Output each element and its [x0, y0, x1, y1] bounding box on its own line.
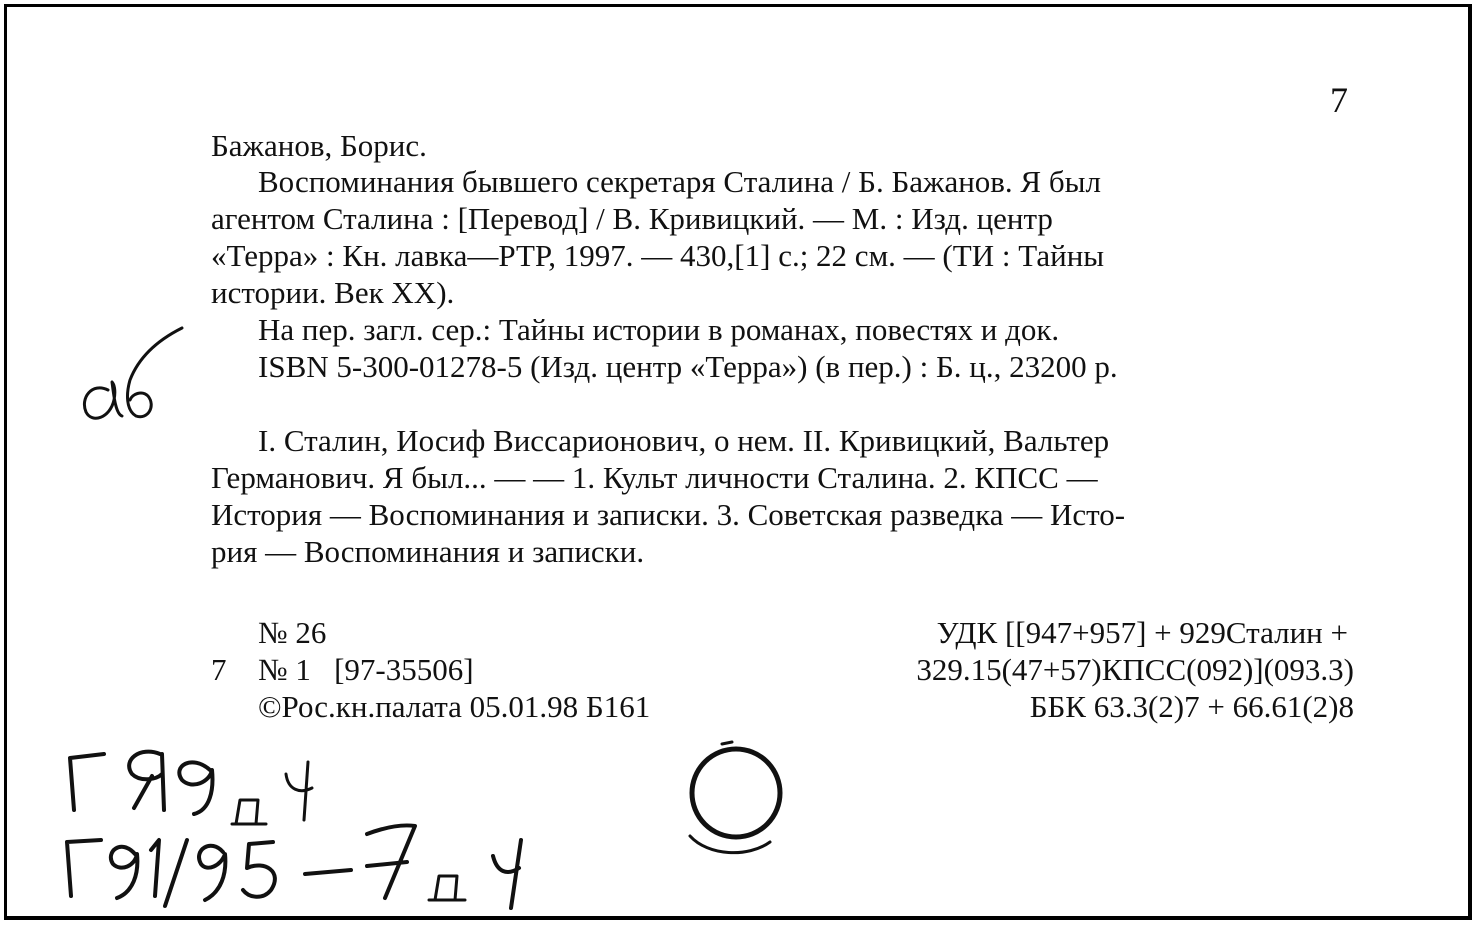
author-heading: Бажанов, Борис. [211, 128, 427, 163]
footer-prefix: 7 [211, 652, 227, 687]
bbk-line: ББК 63.3(2)7 + 66.61(2)8 [1029, 689, 1354, 724]
footer-copyright: ©Рос.кн.палата 05.01.98 Б161 [258, 689, 651, 724]
subject-line: История — Воспоминания и записки. 3. Советская разведка — Исто- [211, 497, 1126, 532]
footer-number: № 26 [258, 615, 327, 650]
description-line: Воспоминания бывшего секретаря Сталина / Б. Бажанов. Я был [258, 164, 1101, 199]
isbn-line: ISBN 5-300-01278-5 (Изд. центр «Терра») (в пер.) : Б. ц., 23200 р. [258, 349, 1118, 384]
footer-record-number: № 1 [97-35506] [258, 652, 474, 687]
description-line: агентом Сталина : [Перевод] / В. Кривицкий. — М. : Изд. центр [211, 201, 1053, 236]
subject-line: I. Сталин, Иосиф Виссарионович, о нем. II. Кривицкий, Вальтер [258, 423, 1110, 458]
subject-line: рия — Воспоминания и записки. [211, 534, 645, 569]
handwritten-shelf-mark [55, 810, 555, 920]
description-line: истории. Век XX). [211, 275, 455, 310]
udk-line: 329.15(47+57)КПСС(092)](093.3) [916, 652, 1354, 687]
handwritten-margin-mark [70, 320, 200, 430]
page-number: 7 [1330, 80, 1348, 120]
udk-line: УДК [[947+957] + 929Сталин + [936, 615, 1348, 650]
stamp-circle [678, 738, 798, 868]
subject-line: Германович. Я был... — — 1. Культ личности Сталина. 2. КПСС — [211, 460, 1098, 495]
description-line: «Терра» : Кн. лавка—РТР, 1997. — 430,[1] с.; 22 см. — (ТИ : Тайны [211, 238, 1105, 273]
series-note: На пер. загл. сер.: Тайны истории в романах, повестях и док. [258, 312, 1060, 347]
